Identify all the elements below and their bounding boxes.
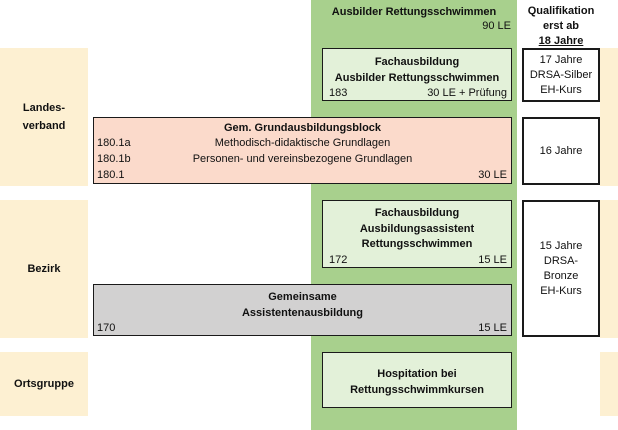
column-header-title: Ausbilder Rettungsschwimmen (331, 6, 497, 18)
grundausbildung-row2-code: 180.1b (97, 153, 131, 165)
box-fachausbildung-assistent-title3: Rettungsschwimmen (361, 238, 473, 250)
band-ortsgruppe-right (600, 352, 618, 416)
box-fachausbildung-assistent (322, 200, 512, 268)
box-fachausbildung-assistent-hours: 15 LE (478, 254, 507, 266)
box-assistentenausbildung-title1: Gemeinsame (268, 291, 337, 303)
box-grundausbildungsblock-title: Gem. Grundausbildungsblock (223, 122, 382, 134)
box-fachausbildung-ausbilder (322, 48, 512, 101)
grundausbildung-row1-code: 180.1a (97, 137, 131, 149)
box-grundausbildungsblock (93, 117, 512, 184)
box-grundausbildungsblock-code: 180.1 (97, 169, 125, 181)
box-assistentenausbildung-title2: Assistentenausbildung (241, 307, 364, 319)
box-assistentenausbildung-hours: 15 LE (478, 322, 507, 334)
grundausbildung-row2-text: Personen- und vereinsbezogene Grundlagen (192, 153, 413, 165)
qualification-q2-line1: 16 Jahre (539, 144, 583, 157)
qualification-box-grundausbildung (522, 117, 600, 185)
qualification-q1-line2: DRSA-Silber (529, 68, 593, 81)
box-grundausbildungsblock-hours: 30 LE (478, 169, 507, 181)
level-label-landesverband: Landes- verband (22, 102, 66, 132)
qualification-q3-line1: 15 Jahre (539, 239, 583, 252)
box-hospitation (322, 352, 512, 408)
qualification-q3-line4: EH-Kurs (540, 284, 582, 297)
grundausbildung-row1-text: Methodisch-didaktische Grundlagen (214, 137, 391, 149)
qualification-header-line1: Qualifikation (527, 5, 595, 17)
qualification-q1-line1: 17 Jahre (539, 53, 583, 66)
qualification-box-bezirk (522, 200, 600, 337)
qualification-box-fachausbildung-ausbilder (522, 48, 600, 102)
band-bezirk-right (600, 200, 618, 338)
box-fachausbildung-assistent-title2: Ausbildungsassistent (359, 223, 475, 235)
qualification-q3-line2: DRSA- (543, 254, 579, 267)
box-fachausbildung-assistent-code: 172 (329, 254, 348, 266)
level-label-bezirk: Bezirk (27, 263, 61, 275)
column-header-hours: 90 LE (482, 20, 511, 32)
box-fachausbildung-ausbilder-title1: Fachausbildung (374, 56, 460, 68)
box-fachausbildung-ausbilder-title2: Ausbilder Rettungsschwimmen (334, 72, 500, 84)
box-fachausbildung-ausbilder-hours: 30 LE + Prüfung (427, 87, 507, 99)
box-assistentenausbildung (93, 284, 512, 336)
box-fachausbildung-ausbilder-code: 183 (329, 87, 348, 99)
level-label-ortsgruppe: Ortsgruppe (14, 378, 74, 390)
qualification-header-line3: 18 Jahre (538, 35, 584, 47)
qualification-header-line2: erst ab (542, 20, 580, 32)
box-assistentenausbildung-code: 170 (97, 322, 116, 334)
qualification-q3-line3: Bronze (543, 269, 579, 282)
box-hospitation-title2: Rettungsschwimmkursen (350, 384, 484, 396)
qualification-header (519, 4, 603, 49)
band-landesverband-right (600, 48, 618, 186)
box-fachausbildung-assistent-title1: Fachausbildung (374, 207, 460, 219)
box-hospitation-title1: Hospitation bei (377, 368, 457, 380)
qualification-q1-line3: EH-Kurs (540, 83, 582, 96)
